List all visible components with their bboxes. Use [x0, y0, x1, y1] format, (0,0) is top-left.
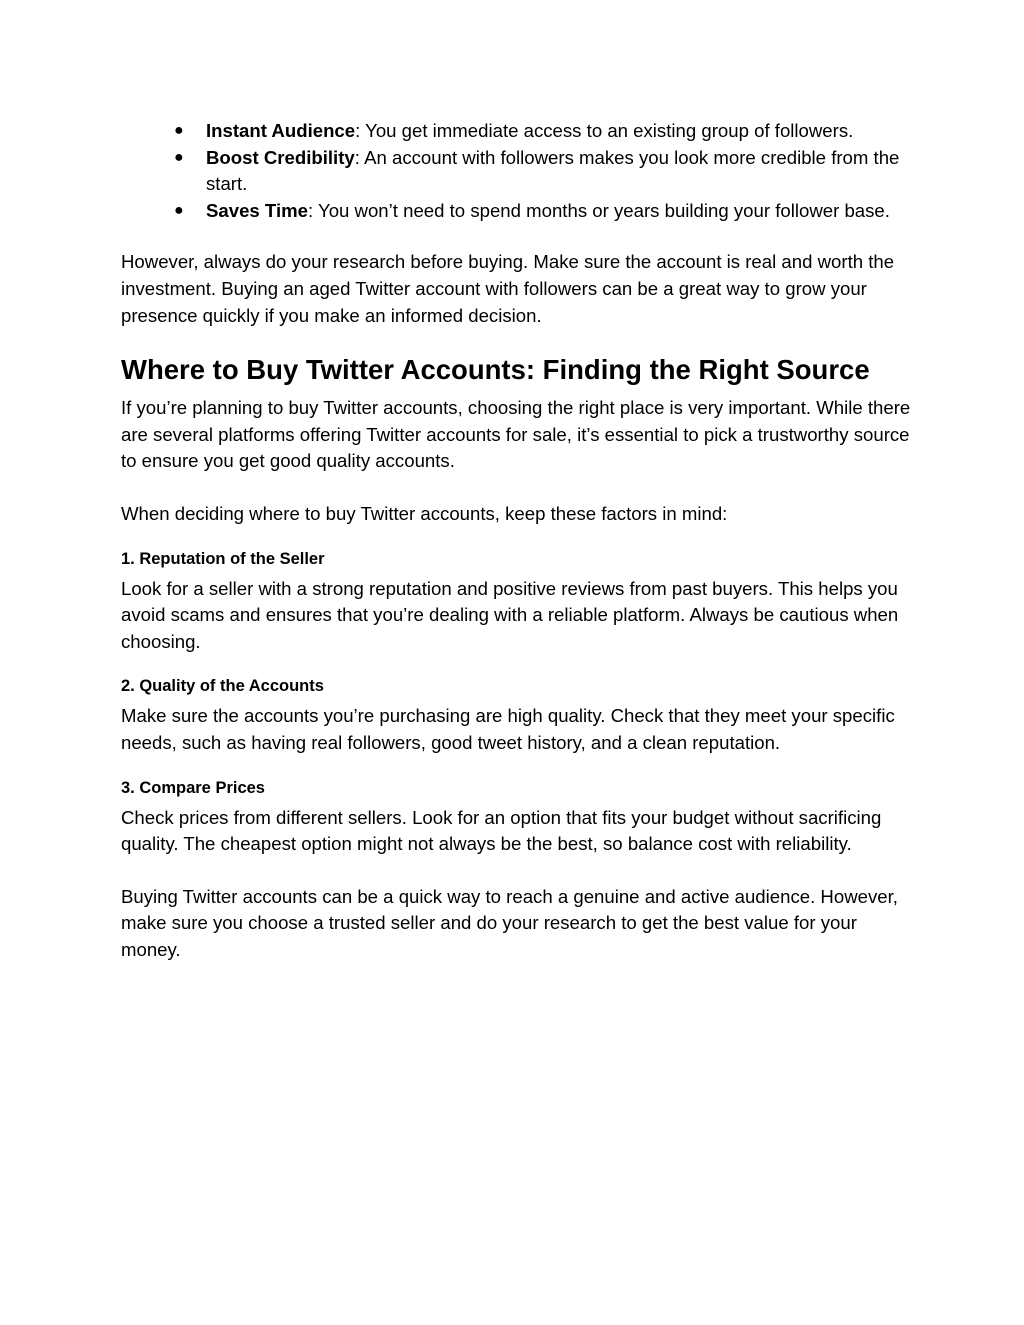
- list-item: [174, 118, 911, 145]
- factor-body: Make sure the accounts you’re purchasing are high quality. Check that they meet your specific needs, such as having real followers, good tweet history, and a clean reputation.: [121, 705, 895, 753]
- bullet-term: Saves Time: [206, 199, 308, 221]
- benefits-list: [121, 118, 911, 224]
- bullet-icon: ●: [174, 201, 184, 219]
- bullet-text: : You won’t need to spend months or years building your follower base.: [308, 199, 890, 221]
- bullet-icon: ●: [174, 122, 184, 139]
- bullet-term: Boost Credibility: [206, 146, 355, 168]
- factor-title: 1. Reputation of the Seller: [121, 549, 325, 568]
- document-page: [121, 118, 911, 963]
- section-heading: Where to Buy Twitter Accounts: Finding the Right Source: [121, 354, 870, 386]
- factor-title: 3. Compare Prices: [121, 778, 265, 797]
- section-paragraph-2: When deciding where to buy Twitter accounts, keep these factors in mind:: [121, 502, 728, 524]
- list-item: [174, 145, 911, 198]
- section-paragraph-1: If you’re planning to buy Twitter accounts, choosing the right place is very important. While there are several platforms offering Twitter accounts for sale, it’s essential to pick a trustworthy source to ensure you get good quality accounts.: [121, 397, 911, 472]
- bullet-icon: ●: [174, 148, 184, 166]
- factor-title: 2. Quality of the Accounts: [121, 677, 324, 696]
- factor-body: Check prices from different sellers. Look for an option that fits your budget without sacrificing quality. The cheapest option might not always be the best, so balance cost with reliability.: [121, 806, 882, 855]
- closing-paragraph: Buying Twitter accounts can be a quick way to reach a genuine and active audience. However, make sure you choose a trusted seller and do your research to get the best value for your money.: [121, 885, 898, 960]
- bullet-term: Instant Audience: [206, 120, 356, 141]
- intro-paragraph: However, always do your research before buying. Make sure the account is real and worth the investment. Buying an aged Twitter account with followers can be a great way to grow your presence quickly if you make an informed decision.: [121, 251, 895, 326]
- factor-body: Look for a seller with a strong reputation and positive reviews from past buyers. This helps you avoid scams and ensures that you’re dealing with a reliable platform. Always be cautious when choosing.: [121, 577, 899, 652]
- list-item: [174, 198, 911, 225]
- bullet-text: : You get immediate access to an existing group of followers.: [355, 120, 854, 141]
- bullet-text: : An account with followers makes you look more credible from the start.: [206, 146, 900, 195]
